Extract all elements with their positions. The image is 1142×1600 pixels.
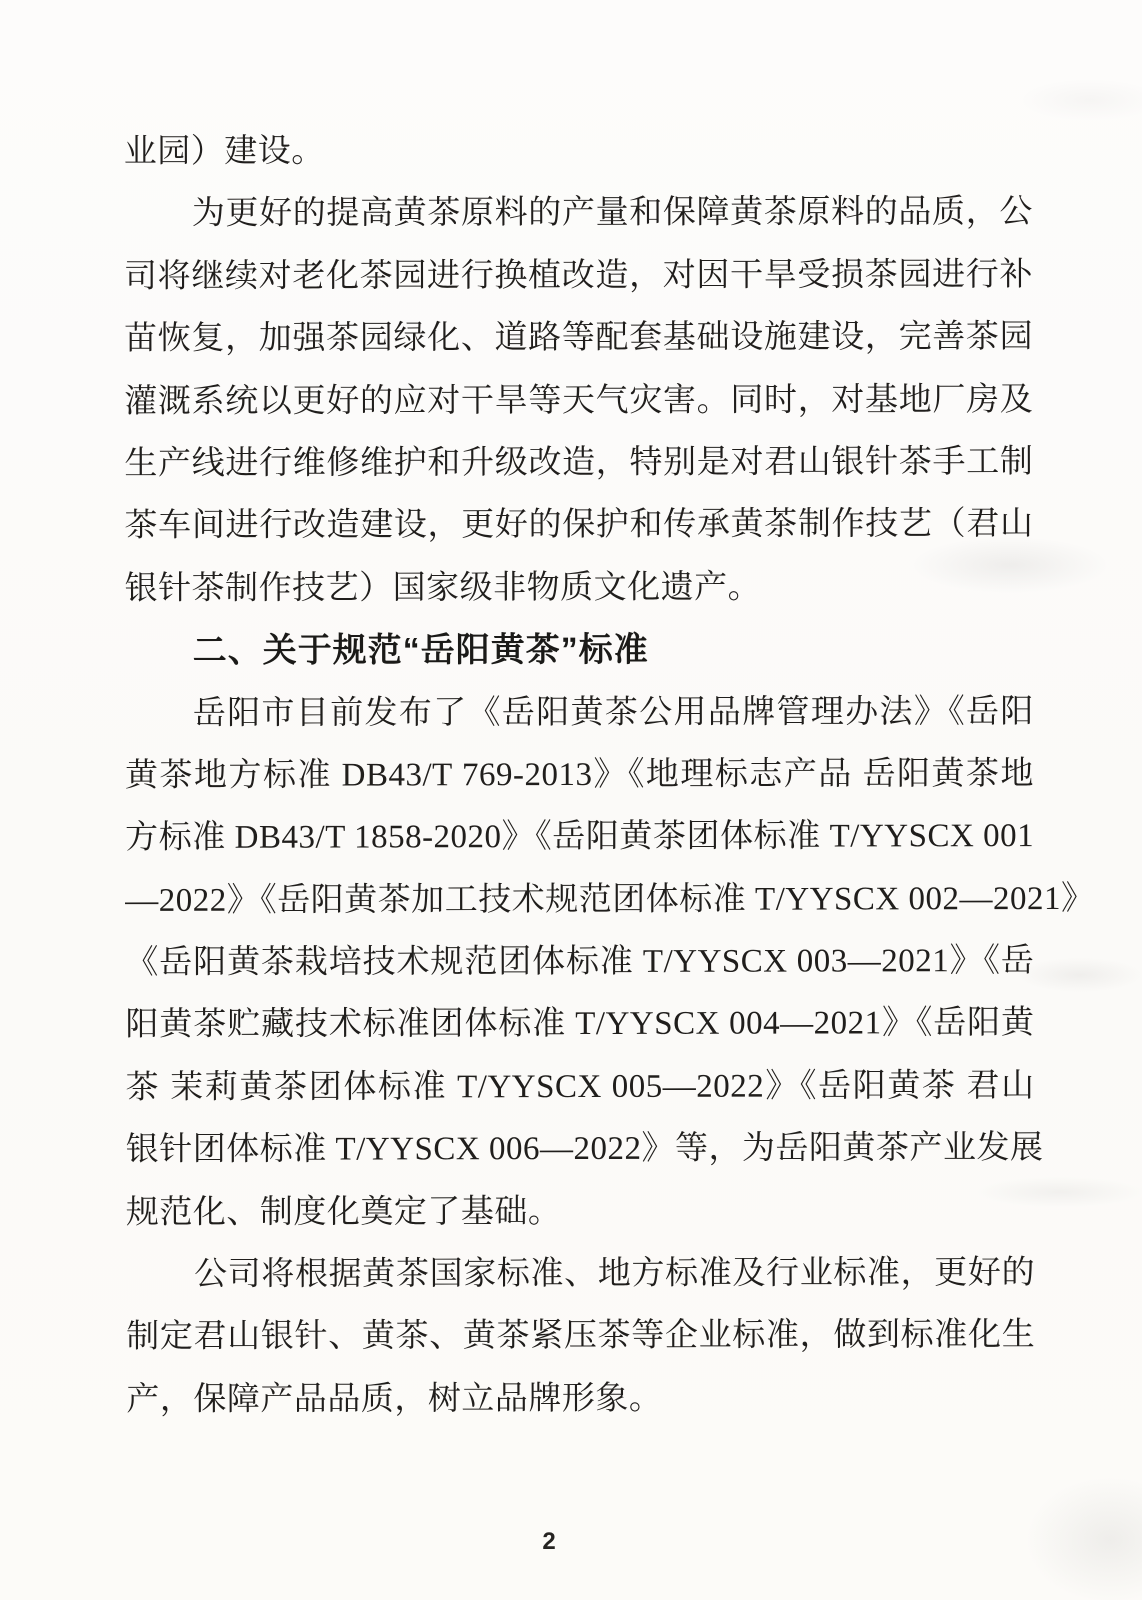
text-line: 制定君山银针、黄茶、黄茶紧压茶等企业标准，做到标准化生 bbox=[126, 1317, 1036, 1356]
text-line: 茶 茉莉黄茶团体标准 T/YYSCX 005—2022》《岳阳黄茶 君山 bbox=[125, 1067, 1035, 1106]
text-line: 银针茶制作技艺）国家级非物质文化遗产。 bbox=[124, 569, 762, 607]
text-line: 岳阳市目前发布了《岳阳黄茶公用品牌管理办法》《岳阳 bbox=[192, 693, 1034, 732]
text-line: 茶车间进行改造建设，更好的保护和传承黄茶制作技艺（君山 bbox=[124, 506, 1034, 545]
section-heading: 二、关于规范“岳阳黄茶”标准 bbox=[192, 630, 649, 670]
text-line: 业园）建设。 bbox=[123, 133, 325, 170]
text-line: 银针团体标准 T/YYSCX 006—2022》等，为岳阳黄茶产业发展 bbox=[125, 1130, 1044, 1169]
text-line: 司将继续对老化茶园进行换植改造，对因干旱受损茶园进行补 bbox=[123, 256, 1033, 295]
text-line: 为更好的提高黄茶原料的产量和保障黄茶原料的品质，公 bbox=[191, 194, 1033, 233]
text-line: 阳黄茶贮藏技术标准团体标准 T/YYSCX 004—2021》《岳阳黄 bbox=[125, 1005, 1035, 1044]
text-line: 产，保障产品品质，树立品牌形象。 bbox=[126, 1380, 663, 1418]
text-line: 《岳阳黄茶栽培技术规范团体标准 T/YYSCX 003—2021》《岳 bbox=[125, 943, 1035, 982]
text-line: 灌溉系统以更好的应对干旱等天气灾害。同时，对基地厂房及 bbox=[124, 381, 1034, 420]
text-line: 规范化、制度化奠定了基础。 bbox=[125, 1193, 562, 1231]
page-number: 2 bbox=[542, 1528, 556, 1555]
document-body bbox=[123, 119, 1095, 1431]
scan-smudge bbox=[1030, 950, 1130, 995]
text-line: —2022》《岳阳黄茶加工技术规范团体标准 T/YYSCX 002—2021》 bbox=[125, 880, 1095, 919]
text-line: 黄茶地方标准 DB43/T 769-2013》《地理标志产品 岳阳黄茶地 bbox=[124, 755, 1035, 794]
text-line: 公司将根据黄茶国家标准、地方标准及行业标准，更好的 bbox=[194, 1255, 1036, 1293]
text-line: 苗恢复，加强茶园绿化、道路等配套基础设施建设，完善茶园 bbox=[124, 319, 1034, 358]
text-line: 生产线进行维修维护和升级改造，特别是对君山银针茶手工制 bbox=[124, 444, 1034, 482]
text-line: 方标准 DB43/T 1858-2020》《岳阳黄茶团体标准 T/YYSCX 001 bbox=[125, 818, 1035, 857]
